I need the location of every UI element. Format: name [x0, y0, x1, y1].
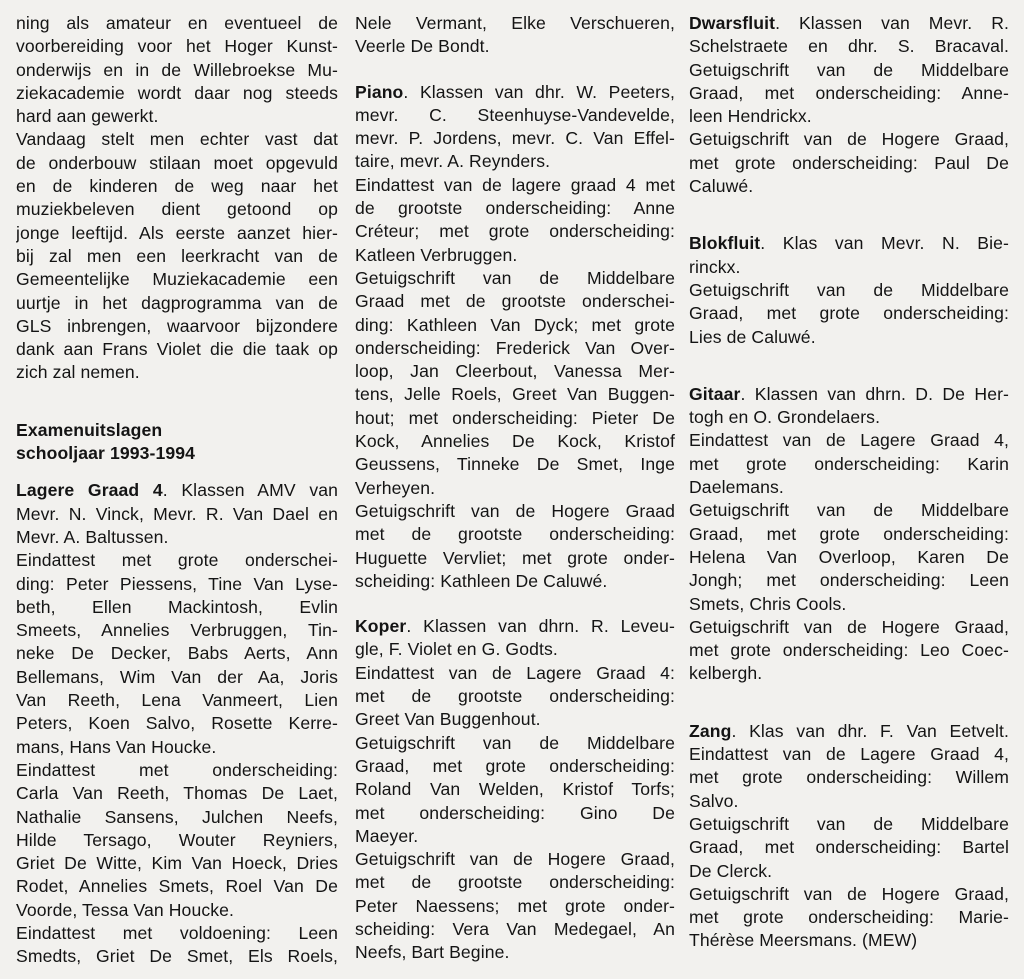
text-line: Thérèse Meersmans. (MEW): [689, 930, 918, 951]
text-run: . Klassen van dhr. W. Peeters,: [403, 81, 675, 102]
text-run: . Klas van dhr. F. Van Eetvelt.: [731, 720, 1009, 741]
text-line: de grootste onderscheiding: Anne: [355, 198, 675, 219]
text-line: Helena Van Overloop, Karen De: [689, 546, 1009, 567]
text-line: Nele Vermant, Elke Verschueren,: [355, 13, 675, 33]
text-line: dank aan Frans Violet die die taak op: [16, 339, 338, 360]
text-line: Bellemans, Wim Van der Aa, Joris: [16, 666, 338, 687]
paragraph-vandaag: [16, 128, 338, 384]
text-line: Maeyer.: [355, 825, 419, 846]
text-line: [355, 81, 675, 104]
text-line: Geussens, Tinneke De Smet, Inge: [355, 454, 675, 475]
text-line: Eindattest van de lagere graad 4 met: [355, 174, 675, 195]
text-line: Salvo.: [689, 790, 739, 811]
paragraph-intro-continued: [16, 12, 338, 128]
text-line: [689, 720, 1009, 743]
text-line: Griet De Witte, Kim Van Hoeck, Dries: [16, 853, 338, 874]
text-line: Caluwé.: [689, 176, 754, 197]
text-line: met grote onderscheiding: Karin: [689, 453, 1009, 474]
text-line: muziekbeleven dient getoond op: [16, 199, 338, 220]
text-line: [689, 383, 1009, 406]
text-line: met grote onderscheiding: Paul De: [689, 152, 1009, 173]
text-line: Graad, met grote onderscheiding:: [689, 303, 1009, 324]
text-line: Jongh; met onderscheiding: Leen: [689, 570, 1009, 591]
text-line: met grote onderscheiding: Marie-: [689, 907, 1009, 928]
subject-title: Piano: [355, 81, 404, 102]
text-line: [689, 232, 1009, 255]
text-line: met onderscheiding: Gino De: [355, 802, 675, 823]
text-line: Vandaag stelt men echter vast dat: [16, 129, 338, 150]
text-line: met de grootste onderscheiding:: [355, 872, 675, 893]
text-line: ding: Peter Piessens, Tine Van Lyse-: [16, 573, 338, 594]
text-line: Rodet, Annelies Smets, Roel Van De: [16, 876, 338, 897]
section-blokfluit: [689, 232, 1009, 348]
text-line: GLS inbrengen, waarvoor bijzondere: [16, 315, 338, 336]
text-line: loop, Jan Cleerbout, Vanessa Mer-: [355, 361, 675, 382]
subject-title: Blokfluit: [689, 233, 761, 254]
text-line: gle, F. Violet en G. Godts.: [355, 639, 558, 660]
subject-title: Dwarsfluit: [689, 13, 776, 33]
text-line: hout; met onderscheiding: Pieter De: [355, 407, 675, 428]
text-line: Mevr. A. Baltussen.: [16, 526, 169, 547]
text-line: De Clerck.: [689, 860, 773, 881]
text-line: Smets, Chris Cools.: [689, 593, 847, 614]
text-line: Getuigschrift van de Hogere Graad,: [355, 849, 675, 870]
text-line: Eindattest met onderscheiding:: [16, 759, 338, 780]
text-line: Getuigschrift van de Middelbare: [689, 279, 1009, 300]
text-line: togh en O. Grondelaers.: [689, 407, 881, 428]
text-line: en de kinderen de weg naar het: [16, 176, 338, 197]
section-lagere-graad: [16, 479, 338, 968]
text-run: . Klassen van Mevr. R.: [775, 13, 1009, 33]
text-line: kelbergh.: [689, 663, 763, 684]
column-right: [689, 12, 1009, 953]
text-line: zich zal nemen.: [16, 362, 140, 383]
text-line: Graad, met onderscheiding: Anne-: [689, 82, 1009, 103]
text-line: Huguette Vervliet; met grote onder-: [355, 547, 675, 568]
heading-line: schooljaar 1993-1994: [16, 443, 196, 464]
text-run: . Klas van Mevr. N. Bie-: [760, 233, 1009, 254]
text-line: Eindattest van de Lagere Graad 4,: [689, 744, 1009, 765]
text-line: Neefs, Bart Begine.: [355, 942, 510, 963]
text-line: Getuigschrift van de Hogere Graad: [355, 500, 675, 521]
text-line: Getuigschrift van de Middelbare: [689, 500, 1009, 521]
text-line: Getuigschrift van de Hogere Graad,: [689, 129, 1009, 150]
text-line: leen Hendrickx.: [689, 106, 812, 127]
text-line: Carla Van Reeth, Thomas De Laet,: [16, 783, 338, 804]
text-line: Getuigschrift van de Middelbare: [355, 732, 675, 753]
text-line: neke De Decker, Babs Aerts, Ann: [16, 643, 338, 664]
subject-title: Koper: [355, 616, 407, 637]
text-line: Smeets, Annelies Verbruggen, Tin-: [16, 620, 338, 641]
text-line: met grote onderscheiding: Willem: [689, 767, 1009, 788]
text-run: . Klassen van dhrn. D. De Her-: [740, 383, 1009, 404]
text-line: Schelstraete en dhr. S. Bracaval.: [689, 36, 1009, 57]
text-line: bij zal men een leerkracht van de: [16, 245, 338, 266]
text-line: beth, Ellen Mackintosh, Evlin: [16, 596, 338, 617]
text-line: hard aan gewerkt.: [16, 106, 159, 127]
text-line: mans, Hans Van Houcke.: [16, 736, 217, 757]
text-line: Mevr. N. Vinck, Mevr. R. Van Dael en: [16, 503, 338, 524]
text-line: Graad, met grote onderscheiding:: [689, 523, 1009, 544]
text-line: mevr. C. Steenhuyse-Vandevelde,: [355, 104, 675, 125]
paragraph-continued: [355, 12, 675, 59]
subject-title: Lagere Graad 4: [16, 480, 163, 501]
column-left: [16, 12, 338, 969]
text-line: Eindattest van de Lagere Graad 4:: [355, 662, 675, 683]
text-line: Smedts, Griet De Smet, Els Roels,: [16, 946, 338, 967]
section-heading: [16, 419, 338, 466]
text-line: Daelemans.: [689, 477, 784, 498]
text-line: Veerle De Bondt.: [355, 36, 490, 57]
text-line: Getuigschrift van de Middelbare: [689, 59, 1009, 80]
text-line: Eindattest met voldoening: Leen: [16, 922, 338, 943]
text-line: Getuigschrift van de Middelbare: [689, 813, 1009, 834]
text-line: ning als amateur en eventueel de: [16, 13, 338, 33]
text-line: Van Reeth, Lena Vanmeert, Lien: [16, 690, 338, 711]
text-line: voorbereiding voor het Hoger Kunst-: [16, 36, 338, 57]
text-line: Gemeentelijke Muziekacademie een: [16, 269, 338, 290]
text-line: onderwijs en in de Willebroekse Mu-: [16, 59, 338, 80]
section-koper: [355, 615, 675, 964]
section-piano: [355, 81, 675, 594]
text-line: de onderbouw stilaan moet opgevuld: [16, 152, 338, 173]
subject-title: Zang: [689, 720, 732, 741]
text-line: Graad, met grote onderscheiding:: [355, 755, 675, 776]
heading-line: Examenuitslagen: [16, 419, 163, 440]
text-line: Getuigschrift van de Middelbare: [355, 267, 675, 288]
section-dwarsfluit: [689, 12, 1009, 198]
text-line: Créteur; met grote onderscheiding:: [355, 221, 675, 242]
text-line: Verheyen.: [355, 477, 436, 498]
text-line: Eindattest van de Lagere Graad 4,: [689, 430, 1009, 451]
text-line: [689, 12, 1009, 35]
text-line: Nathalie Sansens, Julchen Neefs,: [16, 806, 338, 827]
text-line: Hilde Tersago, Wouter Reyniers,: [16, 829, 338, 850]
text-line: Kock, Annelies De Kock, Kristof: [355, 431, 675, 452]
text-line: Graad, met onderscheiding: Bartel: [689, 837, 1009, 858]
text-line: rinckx.: [689, 256, 741, 277]
text-line: tens, Jelle Roels, Greet Van Buggen-: [355, 384, 675, 405]
text-line: scheiding: Vera Van Medegael, An: [355, 918, 675, 939]
text-line: met grote onderscheiding: Leo Coec-: [689, 640, 1009, 661]
text-line: Getuigschrift van de Hogere Graad,: [689, 616, 1009, 637]
text-line: met de grootste onderscheiding:: [355, 686, 675, 707]
text-line: ding: Kathleen Van Dyck; met grote: [355, 314, 675, 335]
text-line: ziekacademie wordt daar nog steeds: [16, 82, 338, 103]
text-line: met de grootste onderscheiding:: [355, 524, 675, 545]
section-gitaar: [689, 383, 1009, 686]
text-line: taire, mevr. A. Reynders.: [355, 151, 551, 172]
text-line: mevr. P. Jordens, mevr. C. Van Effel-: [355, 128, 675, 149]
section-zang: [689, 720, 1009, 953]
text-line: Graad met de grootste onderschei-: [355, 291, 675, 312]
text-line: jonge leeftijd. Als eerste aanzet hier-: [16, 222, 338, 243]
subject-title: Gitaar: [689, 383, 741, 404]
text-line: Eindattest met grote onderschei-: [16, 550, 338, 571]
text-line: uurtje in het dagprogramma van de: [16, 292, 338, 313]
text-line: [16, 479, 338, 502]
text-line: scheiding: Kathleen De Caluwé.: [355, 570, 608, 591]
text-line: Getuigschrift van de Hogere Graad,: [689, 883, 1009, 904]
column-middle: [355, 12, 675, 965]
text-line: Peter Naessens; met grote onder-: [355, 895, 675, 916]
text-line: Lies de Caluwé.: [689, 326, 816, 347]
text-line: Peters, Koen Salvo, Rosette Kerre-: [16, 713, 338, 734]
text-line: onderscheiding: Frederick Van Over-: [355, 337, 675, 358]
text-line: Greet Van Buggenhout.: [355, 709, 541, 730]
text-line: Voorde, Tessa Van Houcke.: [16, 899, 234, 920]
text-line: Katleen Verbruggen.: [355, 244, 518, 265]
text-run: . Klassen van dhrn. R. Leveu-: [406, 616, 675, 637]
text-run: . Klassen AMV van: [162, 480, 338, 501]
text-line: [355, 615, 675, 638]
text-line: Roland Van Welden, Kristof Torfs;: [355, 779, 675, 800]
